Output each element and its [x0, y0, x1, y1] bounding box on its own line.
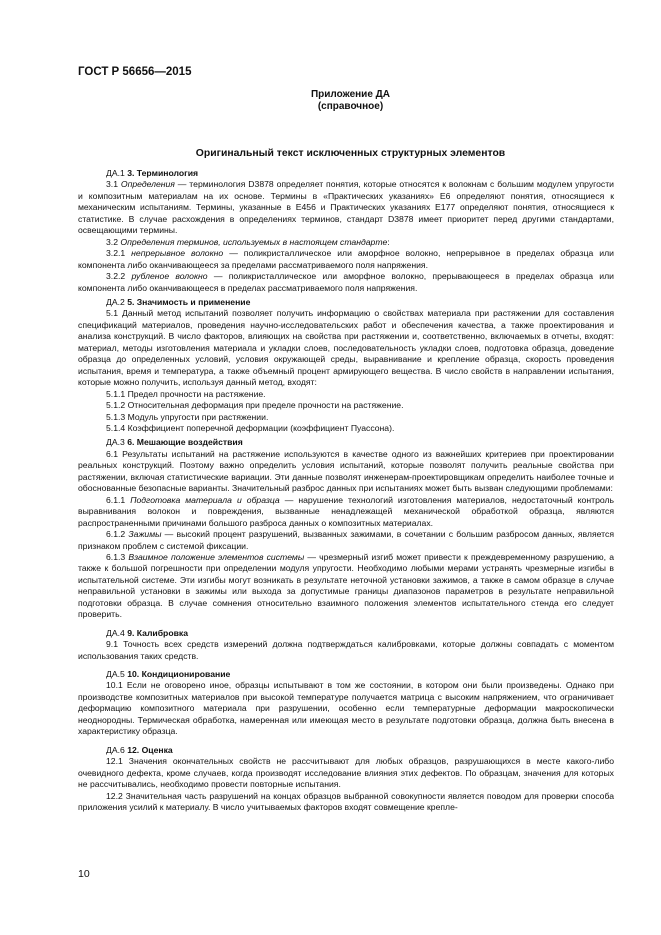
section-number: ДА.6 — [106, 744, 128, 755]
paragraph: 9.1 Точность всех средств измерений должна подтверждаться калибровками, которые должны совпадать с моментом использования таких средств. — [78, 639, 614, 661]
paragraph — [78, 248, 614, 271]
page-number: 10 — [78, 868, 90, 880]
clause-term: рубленое волокно — [131, 271, 208, 282]
main-title: Оригинальный текст исключенных структурных элементов — [195, 148, 506, 159]
section-title: 6. Мешающие воздействия — [127, 437, 243, 448]
section-number: ДА.5 — [106, 669, 128, 680]
section-number: ДА.3 — [106, 437, 128, 448]
clause-term: Определения терминов, используемых в настоящем стандарте — [120, 236, 388, 247]
clause-term: непрерывное волокно — [131, 248, 224, 259]
clause-text: : — [387, 236, 390, 247]
document-header: ГОСТ Р 56656—2015 — [78, 66, 192, 78]
paragraph — [78, 552, 614, 621]
section-number: ДА.1 — [106, 168, 128, 178]
list-item: 5.1.2 Относительная деформация при пределе прочности на растяжение. — [106, 400, 404, 411]
document-body — [78, 168, 614, 813]
clause-number: 3.2.2 — [106, 271, 132, 282]
section-number: ДА.4 — [106, 627, 128, 638]
section-title: 9. Калибровка — [127, 627, 189, 638]
clause-number: 3.2.1 — [106, 248, 132, 259]
section-heading — [78, 297, 614, 308]
paragraph — [78, 529, 614, 552]
annex-title: Приложение ДА — [310, 89, 391, 100]
section-heading — [78, 745, 614, 756]
clause-number: 3.1 — [106, 179, 121, 190]
section-title: 10. Кондиционирование — [127, 669, 231, 680]
section-number: ДА.2 — [106, 296, 128, 307]
clause-text: — поликристаллическое или аморфное волокно, непрерывное в пределах образца или компонента либо оканчивающееся за пределами рассматриваемого поля напряжения. — [78, 248, 614, 270]
clause-number: 6.1.3 — [106, 551, 129, 562]
clause-number: 6.1.2 — [106, 529, 129, 540]
clause-term: Подготовка материала и образца — [130, 494, 280, 505]
paragraph: 5.1 Данный метод испытаний позволяет получить информацию о свойствах материала при растяжении для составления спецификаций материалов, проведения научно-исследовательских работ и обеспечения качества, а также проектирования и анализа конструкций. В число факторов, влияющих на свойства при растяжении и, соответственно, включаемых в отчеты, входят: материал, методы изготовления материала и укладки слоев, последовательность укладки слоев, подготовка образца, доведение образца до определенных условий, условия окружающей среды, выравнивание и крепление образца, скорость проведения испытания, время и температура, а также объемный процент армирующего вещества. В число свойств в направлении испытания, которые можно получить, используя данный метод, входят: — [78, 308, 614, 388]
section-heading — [78, 669, 614, 680]
list-item: 5.1.1 Предел прочности на растяжение. — [106, 388, 266, 399]
clause-text: — терминология D3878 определяет понятия, которые относятся к волокнам с большим модулем упругости и композитным материалам на их основе. Термины в «Практических указаниях» Е6 определяют понятия, относящиеся к механическим испытаниям. Термины, указанные в Е456 и Практических указаниях Е177 определяют понятия, относящиеся к статистике. В случае расхождения в определениях терминов, стандарт D3878 имеет приоритет перед другими стандартами, освещающими термины. — [78, 179, 614, 236]
clause-term: Определения — [120, 179, 175, 190]
paragraph — [78, 271, 614, 294]
clause-text: — поликристаллическое или аморфное волокно, прерывающееся в пределах образца или компонента либо оканчивающееся в пределах рассматриваемого поля напряжения. — [78, 271, 614, 293]
section-title: 5. Значимость и применение — [127, 296, 251, 307]
section-title: 3. Терминология — [127, 168, 199, 178]
list-item: 5.1.3 Модуль упругости при растяжении. — [106, 411, 269, 422]
clause-text: — высокий процент разрушений, вызванных зажимами, в сочетании с большим разбросом данных, является признаком проблем с системой фиксации. — [78, 529, 614, 551]
paragraph: 10.1 Если не оговорено иное, образцы испытывают в том же состоянии, в котором они были произведены. Однако при производстве композитных материалов при высокой температуре получается матрица с высоким напряжением, что ограничивает деформацию композитного материала при разрушении, особенно если температурные деформации макроскопически неоднородны. Термическая обработка, намеренная или имеющая место в результате подготовки образца, должна быть внесена в характеристику образца. — [78, 680, 614, 737]
section-heading — [78, 628, 614, 639]
clause-text: — нарушение технологий изготовления материалов, недостаточный контроль выравнивания волокон и повреждения, вызванные ненадлежащей механической обработкой образца, являются распространенными причинами большого разброса данных о композитных материалах. — [78, 494, 614, 528]
list-item: 5.1.4 Коэффициент поперечной деформации (коэффициент Пуассона). — [106, 422, 395, 433]
paragraph: 6.1 Результаты испытаний на растяжение используются в качестве одного из важнейших критериев при проектировании реальных конструкций. Поэтому важно определить условия испытаний, которые позволят получить реальные свойства при растяжении, включая статистические вариации. Эти данные позволят инженерам-проектировщикам определить наиболее точные и обоснованные безопасные варианты. Значительный разброс данных при испытаниях может быть вызван следующими проблемами: — [78, 448, 614, 494]
paragraph: 12.1 Значения окончательных свойств не рассчитывают для любых образцов, разрушающихся в месте какого-либо очевидного дефекта, кроме случаев, когда производят исследование влияния этих дефектов. По образцам, значения для которых не рассчитывались, необходимо провести повторные испытания. — [78, 756, 614, 790]
section-heading — [78, 437, 614, 448]
paragraph — [78, 237, 614, 248]
clause-text: — чрезмерный изгиб может привести к преждевременному разрушению, а также к большой погрешности при определении модуля упругости. Необходимо любыми мерами устранять чрезмерные изгибы в испытательной системе. Эти изгибы могут возникать в результате неточной установки зажимов, а также в самом образце в случае неправильной установки в зажимы или выхода за допустимые границы диапазонов параметров в результате неправильной подготовки образца. В случае сомнения относительно взаимного положения элементов испытательного стенда его следует проверить. — [78, 551, 614, 620]
paragraph — [78, 495, 614, 529]
paragraph — [78, 179, 614, 236]
clause-term: Взаимное положение элементов системы — [128, 551, 305, 562]
paragraph: 12.2 Значительная часть разрушений на концах образцов выбранной совокупности является поводом для проверки способа приложения усилий к материалу. В число учитываемых факторов входят совмещение крепле- — [78, 790, 614, 813]
clause-term: Зажимы — [128, 529, 162, 540]
clause-number: 6.1.1 — [106, 494, 131, 505]
annex-subtitle: (справочное) — [317, 101, 384, 112]
clause-number: 3.2 — [106, 236, 121, 247]
section-title: 12. Оценка — [127, 744, 173, 755]
section-heading — [78, 168, 614, 179]
